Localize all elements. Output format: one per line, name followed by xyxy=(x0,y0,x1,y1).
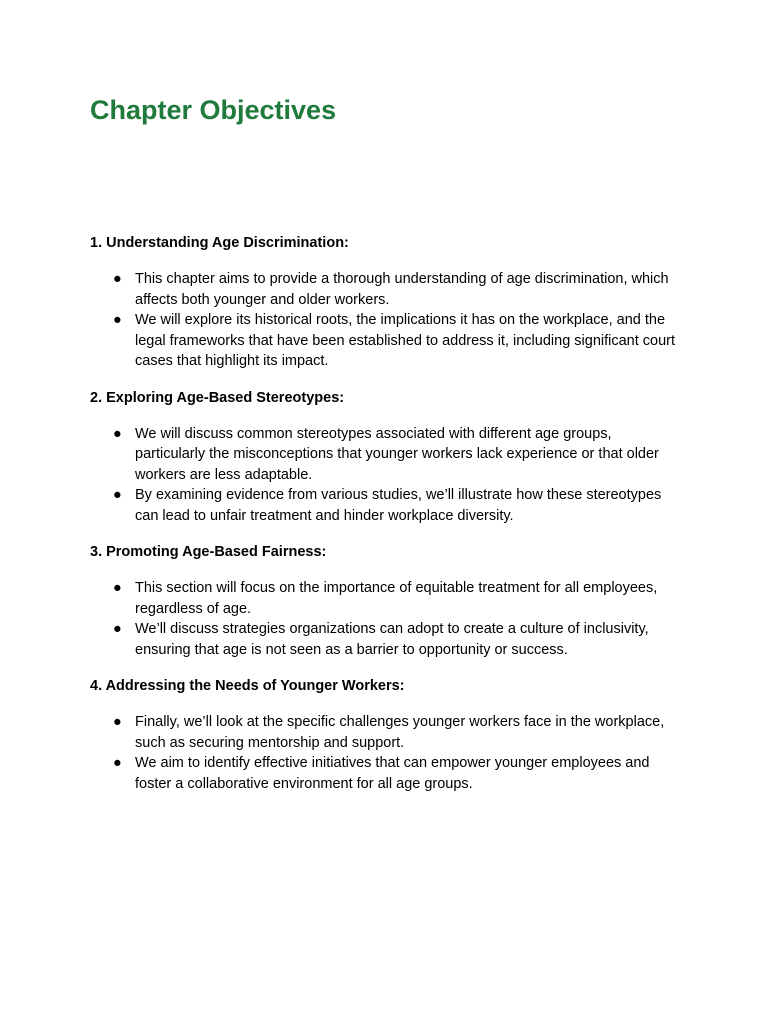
list-item xyxy=(90,485,680,526)
list-item xyxy=(90,424,680,486)
bullet-icon: ● xyxy=(113,312,122,328)
bullet-icon: ● xyxy=(113,271,122,287)
bullet-icon: ● xyxy=(113,714,122,730)
list-item-text: We will explore its historical roots, the implications it has on the workplace, and the legal frameworks that have been established to address it, including significant court cases that highlight its impact. xyxy=(135,312,676,369)
bullet-list xyxy=(90,424,690,527)
list-item-text: We’ll discuss strategies organizations can adopt to create a culture of inclusivity, ensuring that age is not seen as a barrier to opportunity or success. xyxy=(135,621,649,658)
bullet-icon: ● xyxy=(113,755,122,771)
list-item xyxy=(90,269,680,310)
list-item-text: This chapter aims to provide a thorough understanding of age discrimination, which affects both younger and older workers. xyxy=(135,271,669,308)
list-item-text: We aim to identify effective initiatives that can empower younger employees and foster a collaborative environment for all age groups. xyxy=(135,755,650,792)
section-heading: 2. Exploring Age-Based Stereotypes: xyxy=(90,389,345,406)
objective-section-1 xyxy=(90,233,690,372)
bullet-list xyxy=(90,712,690,794)
list-item-text: We will discuss common stereotypes associated with different age groups, particularly the misconceptions that younger workers lack experience or that older workers are less adaptable. xyxy=(135,425,659,483)
bullet-list xyxy=(90,578,690,660)
bullet-icon: ● xyxy=(113,621,122,637)
list-item xyxy=(90,310,680,372)
bullet-icon: ● xyxy=(113,425,122,442)
list-item-text: Finally, we’ll look at the specific challenges younger workers face in the workplace, such as securing mentorship and support. xyxy=(135,714,665,751)
list-item xyxy=(90,619,680,660)
objective-section-2 xyxy=(90,388,690,527)
list-item-text: By examining evidence from various studies, we’ll illustrate how these stereotypes can lead to unfair treatment and hinder workplace diversity. xyxy=(135,487,662,524)
page-title: Chapter Objectives xyxy=(90,95,337,125)
objectives-content xyxy=(90,233,690,810)
objective-section-4 xyxy=(90,676,690,794)
list-item-text: This section will focus on the importance of equitable treatment for all employees, regardless of age. xyxy=(135,580,658,617)
bullet-icon: ● xyxy=(113,487,122,503)
section-heading: 1. Understanding Age Discrimination: xyxy=(90,235,349,251)
bullet-list xyxy=(90,269,690,372)
bullet-icon: ● xyxy=(113,580,122,596)
section-heading: 4. Addressing the Needs of Younger Workers: xyxy=(90,678,405,694)
list-item xyxy=(90,712,680,753)
list-item xyxy=(90,578,680,619)
section-heading: 3. Promoting Age-Based Fairness: xyxy=(90,544,327,560)
list-item xyxy=(90,753,680,794)
objective-section-3 xyxy=(90,542,690,660)
